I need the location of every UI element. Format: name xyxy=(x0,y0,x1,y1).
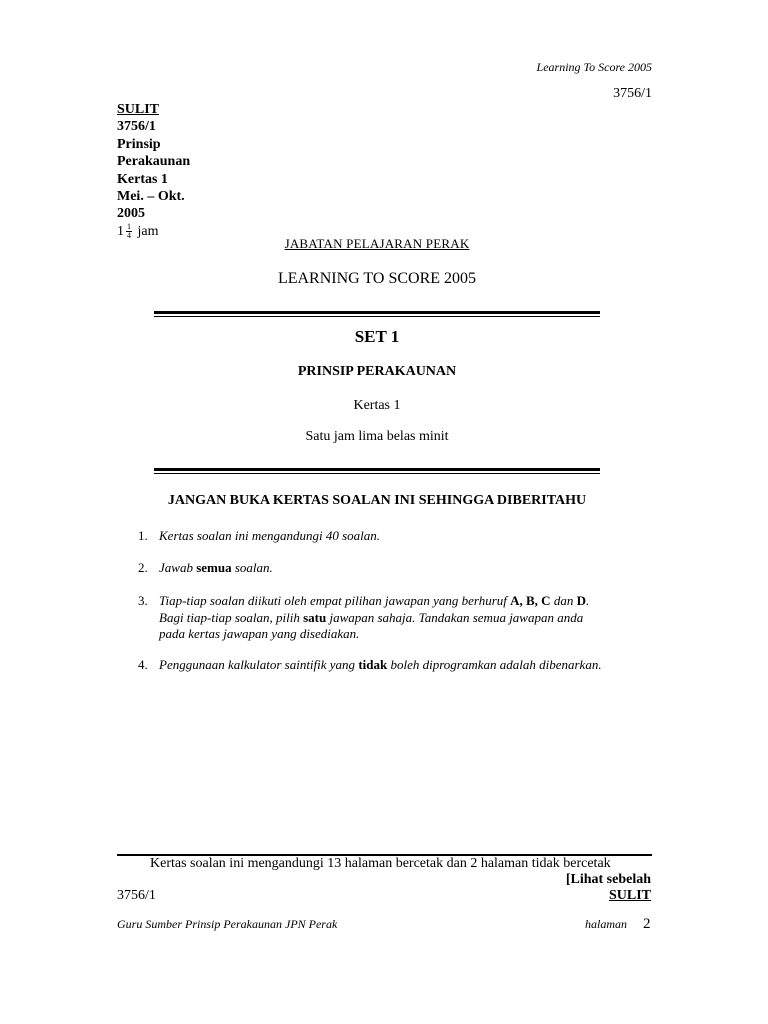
session-label: Mei. – Okt. xyxy=(117,189,185,205)
paper-label: Kertas 1 xyxy=(117,171,168,187)
paper-title: Kertas 1 xyxy=(353,398,401,413)
subject-line-1: Prinsip xyxy=(117,136,161,152)
instruction-number: 2. xyxy=(138,560,148,575)
instruction-text-part: Tiap-tiap soalan diikuti oleh empat pilihan jawapan yang berhuruf xyxy=(159,593,511,608)
instruction-number: 1. xyxy=(138,528,148,543)
double-rule-top xyxy=(154,311,600,314)
year-label: 2005 xyxy=(117,206,145,222)
instruction-number: 3. xyxy=(138,593,148,608)
running-header-title: Learning To Score 2005 xyxy=(536,60,652,74)
page-label: halaman xyxy=(585,917,627,931)
instruction-emphasis: semua xyxy=(196,560,232,575)
time-whole: 1 xyxy=(117,223,124,239)
do-not-open-warning: JANGAN BUKA KERTAS SOALAN INI SEHINGGA DIBERITAHU xyxy=(167,493,587,508)
page-number: 2 xyxy=(643,916,651,932)
instruction-text-part: dan xyxy=(550,593,577,608)
instruction-text: Kertas soalan ini mengandungi 40 soalan. xyxy=(159,528,381,543)
footer-classification: SULIT xyxy=(608,888,651,903)
instruction-text-part: soalan. xyxy=(231,560,273,575)
instruction-text-part: jawapan sahaja. Tandakan semua jawapan anda xyxy=(326,609,584,625)
instruction-text xyxy=(159,657,658,674)
footer-source: Guru Sumber Prinsip Perakaunan JPN Perak xyxy=(117,917,338,931)
paper-identification-block xyxy=(117,101,190,240)
double-rule-bottom xyxy=(154,468,600,471)
classification-label: SULIT xyxy=(117,102,160,117)
set-label: SET 1 xyxy=(354,327,400,346)
time-fraction-numerator: 1 xyxy=(127,222,131,232)
document-title: LEARNING TO SCORE 2005 xyxy=(277,270,477,287)
instruction-emphasis: tidak xyxy=(358,657,388,672)
time-fraction xyxy=(126,223,132,240)
instruction-text-part: Bagi tiap-tiap soalan, pilih xyxy=(159,609,304,625)
instruction-text-part: . xyxy=(585,593,590,608)
subject-title: PRINSIP PERAKAUNAN xyxy=(297,364,457,379)
time-fraction-denominator: 4 xyxy=(127,231,131,241)
footer-paper-code: 3756/1 xyxy=(117,888,156,903)
instruction-text-part: pada kertas jawapan yang disediakan. xyxy=(159,626,360,641)
instruction-emphasis: satu xyxy=(303,609,327,625)
running-header-code: 3756/1 xyxy=(613,86,652,101)
instruction-text xyxy=(159,560,658,577)
paper-code: 3756/1 xyxy=(117,119,156,135)
turn-over-note: [Lihat sebelah xyxy=(565,872,651,887)
instruction-item xyxy=(138,593,658,643)
instruction-text-part: boleh diprogramkan adalah dibenarkan. xyxy=(387,657,602,672)
page-count-note: Kertas soalan ini mengandungi 13 halaman bercetak dan 2 halaman tidak bercetak xyxy=(150,856,611,871)
instruction-text-part: Penggunaan kalkulator saintifik yang xyxy=(159,657,359,672)
instruction-emphasis: D xyxy=(576,593,586,608)
instruction-text xyxy=(159,593,658,643)
instruction-item xyxy=(138,560,658,577)
instruction-emphasis: A, B, C xyxy=(510,593,551,608)
instruction-number: 4. xyxy=(138,657,148,672)
subject-line-2: Perakaunan xyxy=(117,154,191,170)
duration-text: Satu jam lima belas minit xyxy=(305,429,449,444)
instruction-item xyxy=(138,657,658,674)
instruction-item xyxy=(138,528,658,545)
department-name: JABATAN PELAJARAN PERAK xyxy=(284,236,470,251)
time-unit: jam xyxy=(137,223,159,239)
instruction-text-part: Jawab xyxy=(159,560,197,575)
